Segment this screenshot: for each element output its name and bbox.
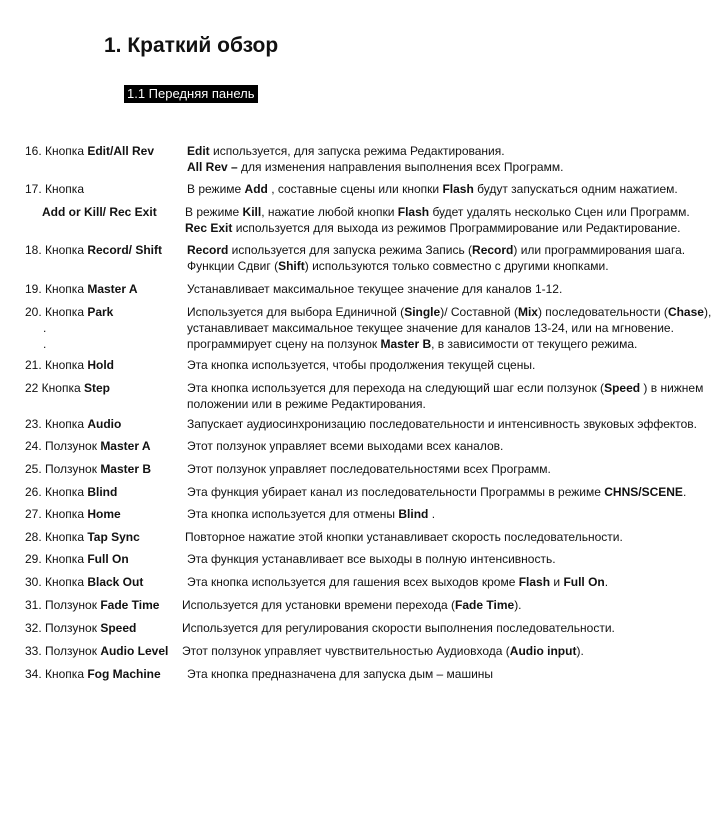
entry-description	[182, 620, 615, 636]
text-run: 22 Кнопка	[25, 381, 84, 395]
description-line	[187, 380, 703, 396]
text-run: 32. Ползунок	[25, 621, 101, 635]
text-run: В режиме	[187, 182, 245, 196]
description-line	[187, 320, 711, 336]
bold-term: Full On	[563, 575, 605, 589]
description-line	[187, 159, 563, 175]
text-run: 19. Кнопка	[25, 282, 88, 296]
entry-label	[25, 438, 151, 454]
bold-term: Blind	[398, 507, 429, 521]
bold-term: Full On	[87, 552, 129, 566]
bold-term: Add	[244, 182, 268, 196]
entry-description	[185, 204, 690, 236]
text-run: Повторное нажатие этой кнопки устанавливает скорость последовательности.	[185, 530, 623, 544]
bold-term: Shift	[278, 259, 305, 273]
entry-description	[185, 529, 623, 545]
text-run: программирует сцену на ползунок	[187, 337, 381, 351]
description-line	[182, 597, 522, 613]
text-run: , в зависимости от текущего режима.	[431, 337, 638, 351]
entry-description	[187, 506, 435, 522]
description-line	[187, 304, 711, 320]
bold-term: Kill	[242, 205, 262, 219]
text-run: 16. Кнопка	[25, 144, 88, 158]
entry-description	[187, 484, 686, 500]
entry-description	[187, 143, 563, 175]
entry-description	[187, 181, 678, 197]
entry-label	[25, 181, 84, 197]
bold-term: Fade Time	[100, 598, 160, 612]
text-run: , нажатие любой кнопки	[261, 205, 398, 219]
entry-label	[25, 666, 161, 682]
page-title: 1. Краткий обзор	[104, 34, 279, 57]
description-line	[187, 438, 503, 454]
bold-term: Master B	[100, 462, 151, 476]
description-line	[187, 666, 493, 682]
text-run: Эта функция убирает канал из последовательности Программы в режиме	[187, 485, 605, 499]
text-run: Этот ползунок управляет последовательностями всех Программ.	[187, 462, 551, 476]
bold-term: Speed	[604, 381, 641, 395]
entry-label	[25, 597, 159, 613]
text-run: ) последовательности (	[537, 305, 668, 319]
entry-description	[187, 281, 562, 297]
entry-label	[25, 357, 114, 373]
entry-label	[25, 484, 117, 500]
description-line	[187, 258, 685, 274]
entry-description	[187, 357, 535, 373]
continuation-dot: .	[43, 337, 47, 351]
description-line	[187, 357, 535, 373]
text-run: Эта кнопка используется для отмены	[187, 507, 399, 521]
bold-term: CHNS/SCENE	[604, 485, 683, 499]
entry-description	[187, 438, 503, 454]
bold-term: Flash	[518, 575, 551, 589]
text-run: используется для запуска режима Запись (	[228, 243, 473, 257]
description-line	[185, 220, 690, 236]
text-run: Эта кнопка предназначена для запуска дым – машины	[187, 667, 494, 681]
bold-term: Flash	[442, 182, 474, 196]
text-run: используется, для запуска режима Редактирования.	[209, 144, 505, 158]
bold-term: Park	[87, 305, 114, 319]
bold-term: Record	[472, 243, 514, 257]
text-run: Функции Сдвиг (	[187, 259, 279, 273]
text-run: .	[428, 507, 436, 521]
text-run: , составные сцены или кнопки	[267, 182, 443, 196]
text-run: используется для выхода из режимов Программирование или Редактирование.	[232, 221, 681, 235]
bold-term: Edit	[187, 144, 210, 158]
text-run: Эта функция устанавливает все выходы в полную интенсивность.	[187, 552, 556, 566]
text-run: 20. Кнопка	[25, 305, 88, 319]
bold-term: Audio	[87, 417, 122, 431]
entry-label	[25, 620, 136, 636]
text-run: Используется для выбора Единичной (	[187, 305, 405, 319]
text-run: 29. Кнопка	[25, 552, 88, 566]
description-line	[187, 336, 711, 352]
text-run: Эта кнопка используется, чтобы продолжения текущей сцены.	[187, 358, 536, 372]
entry-description	[187, 574, 608, 590]
bold-term: Fog Machine	[87, 667, 161, 681]
entry-description	[182, 643, 584, 659]
bold-term: Chase	[667, 305, 704, 319]
entry-description	[187, 416, 697, 432]
text-run: Используется для регулирования скорости выполнения последовательности.	[182, 621, 615, 635]
text-run: ),	[703, 305, 712, 319]
bold-term: Audio input	[509, 644, 577, 658]
text-run: 17. Кнопка	[25, 182, 84, 196]
description-line	[187, 181, 678, 197]
text-run: ).	[514, 598, 522, 612]
entry-label	[25, 643, 168, 659]
bold-term: Blind	[87, 485, 118, 499]
bold-term: All Rev –	[187, 160, 238, 174]
entry-label	[25, 304, 113, 352]
entry-label	[25, 529, 140, 545]
description-line	[187, 242, 685, 258]
bold-term: Mix	[517, 305, 538, 319]
text-run: Этот ползунок управляет всеми выходами всех каналов.	[187, 439, 504, 453]
text-run: Этот ползунок управляет чувствительностью Аудиовхода (	[182, 644, 510, 658]
text-run: 34. Кнопка	[25, 667, 88, 681]
text-run: 21. Кнопка	[25, 358, 88, 372]
description-line	[187, 506, 435, 522]
text-run: 23. Кнопка	[25, 417, 88, 431]
bold-term: Tap Sync	[87, 530, 140, 544]
entry-label	[25, 416, 121, 432]
text-run: Эта кнопка используется для гашения всех выходов кроме	[187, 575, 519, 589]
text-run: 28. Кнопка	[25, 530, 88, 544]
bold-term: Master A	[87, 282, 138, 296]
text-run: Устанавливает максимальное текущее значение для каналов 1-12.	[187, 282, 563, 296]
entry-label	[25, 551, 129, 567]
text-run: 24. Ползунок	[25, 439, 101, 453]
entry-label	[25, 281, 138, 297]
text-run: В режиме	[185, 205, 243, 219]
bold-term: Edit/All Rev	[87, 144, 155, 158]
text-run: устанавливает максимальное текущее значение для каналов 13-24, или на мгновение.	[187, 321, 674, 335]
text-run: Используется для установки времени перехода (	[182, 598, 456, 612]
entry-label	[25, 143, 154, 159]
entry-description	[187, 551, 556, 567]
entry-description	[187, 666, 493, 682]
description-line	[187, 416, 697, 432]
text-run: 27. Кнопка	[25, 507, 88, 521]
entry-label	[25, 506, 121, 522]
entry-description	[187, 304, 711, 352]
description-line	[185, 529, 623, 545]
description-line	[187, 484, 686, 500]
text-run: ) или программирования шага.	[513, 243, 686, 257]
entry-label	[25, 461, 151, 477]
text-run: 30. Кнопка	[25, 575, 88, 589]
bold-term: Add or Kill/ Rec Exit	[42, 205, 157, 219]
description-line	[187, 396, 703, 412]
text-run: Запускает аудиосинхронизацию последовательности и интенсивность звуковых эффектов.	[187, 417, 697, 431]
bold-term: Record	[187, 243, 229, 257]
continuation-dot: .	[43, 321, 47, 335]
text-run: )/ Составной (	[440, 305, 518, 319]
text-run: будет удалять несколько Сцен или Программ.	[429, 205, 690, 219]
bold-term: Speed	[100, 621, 137, 635]
bold-term: Hold	[87, 358, 114, 372]
text-run: будут запускаться одним нажатием.	[473, 182, 678, 196]
description-line	[182, 620, 615, 636]
bold-term: Fade Time	[455, 598, 515, 612]
bold-term: Audio Level	[100, 644, 169, 658]
text-run: 18. Кнопка	[25, 243, 88, 257]
description-line	[187, 281, 562, 297]
entry-description	[187, 461, 551, 477]
text-run: и	[550, 575, 564, 589]
text-run: .	[604, 575, 609, 589]
bold-term: Rec Exit	[185, 221, 233, 235]
description-line	[187, 143, 563, 159]
text-run: ).	[576, 644, 584, 658]
entry-description	[182, 597, 522, 613]
bold-term: Flash	[397, 205, 430, 219]
text-run: .	[682, 485, 687, 499]
text-run: Эта кнопка используется для перехода на следующий шаг если ползунок (	[187, 381, 605, 395]
bold-term: Black Out	[87, 575, 144, 589]
bold-term: Single	[404, 305, 441, 319]
bold-term: Record/ Shift	[87, 243, 162, 257]
entry-label	[25, 380, 110, 396]
entry-label	[25, 242, 162, 258]
text-run: 31. Ползунок	[25, 598, 101, 612]
entry-description	[187, 242, 685, 274]
description-line	[187, 551, 556, 567]
text-run: 26. Кнопка	[25, 485, 88, 499]
description-line	[187, 461, 551, 477]
description-line	[187, 574, 608, 590]
text-run: 25. Ползунок	[25, 462, 101, 476]
description-line	[182, 643, 584, 659]
description-line	[185, 204, 690, 220]
text-run: ) в нижнем	[640, 381, 704, 395]
section-heading: 1.1 Передняя панель	[124, 85, 258, 103]
entry-description	[187, 380, 703, 412]
entry-label	[42, 204, 157, 220]
bold-term: Master A	[100, 439, 151, 453]
bold-term: Step	[84, 381, 111, 395]
text-run: ) используются только совместно с другими кнопками.	[304, 259, 609, 273]
text-run: положении или в режиме Редактирования.	[187, 397, 426, 411]
text-run: 33. Ползунок	[25, 644, 101, 658]
bold-term: Home	[87, 507, 121, 521]
bold-term: Master B	[380, 337, 432, 351]
text-run: для изменения направления выполнения всех Программ.	[237, 160, 564, 174]
entry-label	[25, 574, 143, 590]
